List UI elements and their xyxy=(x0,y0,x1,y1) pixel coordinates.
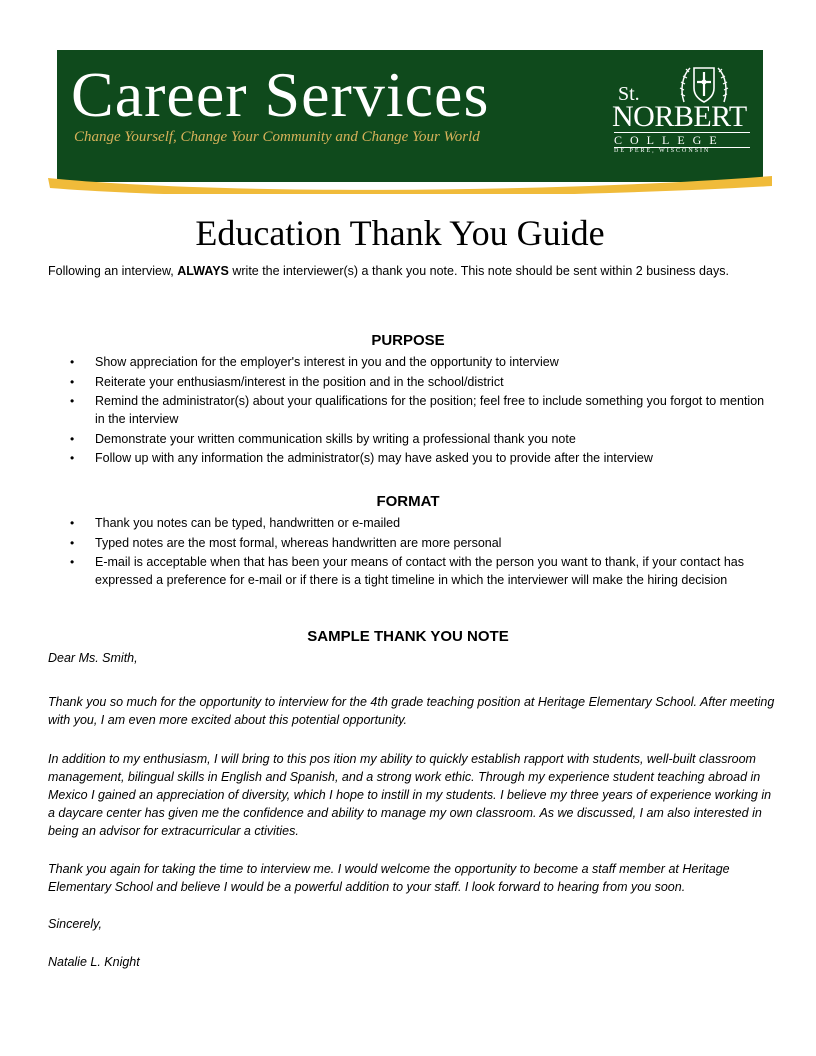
header-banner xyxy=(57,50,763,182)
logo-location: DE PERE, WISCONSIN xyxy=(614,148,711,154)
intro-text-end: write the interviewer(s) a thank you note. This note should be sent within 2 business days. xyxy=(228,264,729,278)
format-list xyxy=(48,514,770,591)
list-item: • Follow up with any information the administrator(s) may have asked you to provide after the interview xyxy=(48,449,770,467)
letter-paragraph-3: Thank you again for taking the time to interview me. I would welcome the opportunity to become a staff member at Heritage Elementary School and believe I would be a powerful addition to your staff. I look forward to hearing from you soon. xyxy=(48,862,730,894)
document-title: Education Thank You Guide xyxy=(195,213,605,253)
purpose-list xyxy=(48,353,770,469)
logo-st: St. xyxy=(618,83,640,105)
brand-title: Career Services xyxy=(71,59,490,130)
letter-salutation: Dear Ms. Smith, xyxy=(48,651,138,665)
sample-heading: SAMPLE THANK YOU NOTE xyxy=(307,628,509,645)
logo-college: COLLEGE xyxy=(614,132,750,148)
letter-signature: Natalie L. Knight xyxy=(48,955,140,969)
format-heading: FORMAT xyxy=(376,493,440,510)
letter-paragraph-2: In addition to my enthusiasm, I will bring to this pos ition my ability to quickly establish rapport with students, well-built classroom management, bilingual skills in English and Spanish, and a strong work ethic. Through my experience student teaching abroad in Mexico I gained an appreciation of diversity, which I hope to instill in my students. I believe my three years of experience working in a daycare center has given me the confidence and ability to manage my own classroom. As we discussed, I am also interested in being an advisor for extracurricular a ctivities. xyxy=(48,752,772,838)
list-item: • E-mail is acceptable when that has been your means of contact with the person you want to thank, if your contact has expressed a preference for e-mail or if there is a tight timeline in which the interviewer will make the hiring decision xyxy=(48,553,770,589)
list-item: • Reiterate your enthusiasm/interest in the position and in the school/district xyxy=(48,373,770,391)
list-item: • Remind the administrator(s) about your qualifications for the position; feel free to include something you forgot to mention in the interview xyxy=(48,392,770,428)
college-logo xyxy=(610,60,756,160)
letter-closing: Sincerely, xyxy=(48,917,102,931)
logo-norbert: NORBERT xyxy=(612,100,747,133)
intro-text-start: Following an interview, xyxy=(48,264,178,278)
intro-emphasis: ALWAYS xyxy=(177,264,229,278)
letter-paragraph-1: Thank you so much for the opportunity to interview for the 4th grade teaching position at Heritage Elementary School. After meeting with you, I am even more excited about this potential opportunity. xyxy=(48,695,775,727)
list-item: • Demonstrate your written communication skills by writing a professional thank you note xyxy=(48,430,770,448)
brand-tagline: Change Yourself, Change Your Community and Change Your World xyxy=(74,129,480,145)
list-item: • Thank you notes can be typed, handwritten or e-mailed xyxy=(48,514,770,532)
intro-paragraph xyxy=(48,262,768,281)
banner-swoosh xyxy=(48,168,772,194)
list-item: • Typed notes are the most formal, whereas handwritten are more personal xyxy=(48,534,770,552)
purpose-heading: PURPOSE xyxy=(371,332,445,349)
list-item: • Show appreciation for the employer's interest in you and the opportunity to interview xyxy=(48,353,770,371)
